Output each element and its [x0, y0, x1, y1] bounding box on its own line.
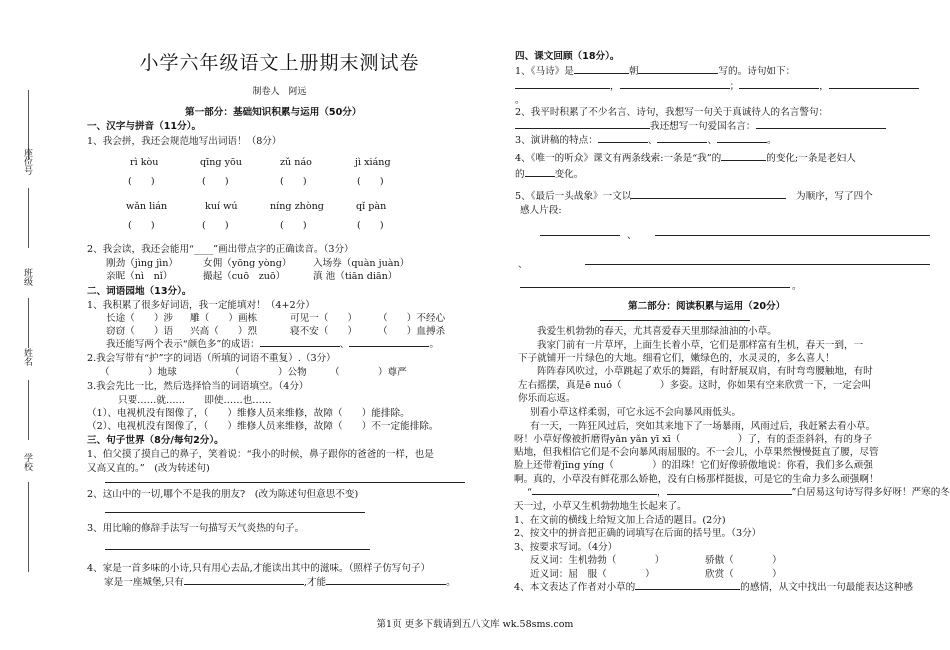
antonym-blank[interactable]: 反义词：生机勃勃（ ）: [530, 555, 665, 566]
pinyin: níng zhòng: [270, 201, 324, 212]
title-answer-line[interactable]: [600, 320, 750, 321]
passage-text: 阵阵春风吹过，小草跳起了欢乐的舞蹈，有时舒展双肩，有时弯弯腰触地，有时: [537, 366, 873, 377]
s4-question2b: [515, 118, 886, 132]
q1-suffix: 写的。诗句如下：: [718, 66, 796, 77]
answer-line[interactable]: [717, 132, 767, 143]
poem-end: 。: [515, 95, 525, 106]
q4-prefix: 4、本文表达了作者对小草的: [514, 582, 636, 593]
conjunction-options: 只要……就…… 即使……也……: [118, 395, 272, 406]
reading-question2: 2、按文中的拼音把正确的词填写在后面的括号里。（3分）: [514, 528, 762, 539]
q4-suffix: 变化。: [554, 169, 584, 180]
answer-line[interactable]: [739, 78, 819, 89]
s1-question1: 1、我会拼，我还会规范地写出词语！（8分）: [87, 136, 282, 147]
pinyin: qīng yōu: [200, 157, 242, 168]
idiom-blank[interactable]: 兴高（ ）烈: [190, 326, 258, 337]
margin-line: [28, 380, 29, 440]
antonym-blank[interactable]: 骄傲（ ）: [705, 555, 782, 566]
s4-question5: [515, 188, 873, 202]
q4-mid: 的变化;一条是老妇人: [766, 153, 856, 164]
conjunction-sentence-2[interactable]: （2）、电视机没有图像了，（ ）维修人员来维修，故障（ ）不一定能排除。: [87, 421, 439, 432]
idiom-blank[interactable]: 雕（ ）画栋: [190, 313, 258, 324]
hu-word-blank[interactable]: （ ）尊严: [330, 367, 407, 378]
seat-number-label: 座位号: [22, 148, 32, 175]
color-idiom-label: 我还能写两个表示“颜色多”的成语：: [106, 339, 260, 350]
idiom-blank[interactable]: （ ）血搏杀: [378, 326, 446, 337]
answer-line[interactable]: [638, 63, 718, 74]
s4-question4: [515, 150, 856, 164]
pinyin: rì kòu: [130, 157, 159, 168]
reading-choice: 亲昵（nì nǐ）: [106, 271, 173, 282]
comma: 、: [518, 259, 528, 270]
school-label: 学校: [22, 453, 32, 471]
synonym-blank[interactable]: 欣赏（ ）: [705, 569, 782, 580]
reading-choice: 滇 池（tiān diān）: [313, 271, 398, 282]
answer-line[interactable]: [520, 287, 790, 288]
answer-line[interactable]: [540, 235, 620, 236]
answer-line[interactable]: [260, 336, 340, 347]
margin-line: [28, 298, 29, 348]
synonym-blank[interactable]: 近义词：屈 服（ ）: [530, 569, 655, 580]
idiom-blank[interactable]: 寝不安（ ）: [290, 326, 358, 337]
section4-heading: 四、课文回顾（18分）。: [515, 51, 620, 62]
answer-line[interactable]: [829, 78, 919, 89]
answer-blank[interactable]: ( ): [128, 220, 155, 231]
exam-title: 小学六年级语文上册期末测试卷: [139, 52, 420, 74]
s1-question2: 2、我会读，我还会能用“____”画出带点字的正确读音。（3分）: [87, 244, 354, 255]
s4-question3: 3、演讲稿的特点： 、 、 。: [515, 132, 777, 146]
pinyin: qǐ pàn: [356, 201, 387, 212]
margin-line: [28, 482, 29, 572]
q1-mid: 朝: [628, 66, 639, 77]
answer-blank[interactable]: ( ): [280, 176, 307, 187]
reading-question3: 3、按要求写词。（4分）: [514, 542, 618, 553]
pinyin: jì xiáng: [355, 157, 391, 168]
s2-question2: 2.我会写带有“护”字的词语（所填的词语不重复）.（3分）: [87, 353, 336, 364]
imitation-mid: ,才能: [303, 577, 327, 588]
passage-text: 下子就铺开一片绿色的大地。细看它们，嫩绿色的，水灵灵的，多么喜人！: [518, 353, 835, 364]
part1-heading: 第一部分：基础知识积累与运用（50分）: [185, 107, 362, 118]
q4-de: 的: [515, 169, 525, 180]
answer-line[interactable]: [657, 132, 707, 143]
answer-line[interactable]: [184, 574, 304, 585]
q5-mid: 为顺序，写了四个: [796, 191, 873, 202]
reading-question4: [514, 579, 913, 593]
comma: 、: [627, 230, 637, 241]
s4-question2: 2、我平时积累了不少名言、诗句，我想写一句关于真诚待人的名言警句：: [515, 107, 829, 118]
answer-line[interactable]: [655, 235, 930, 236]
passage-text: 我家门前有一片草坪，上面生长着小草，它们是那样富有生机，春天一到，一: [537, 340, 864, 351]
poem-quote: “ ， ”白居易这句诗写得多好呀！严寒的冬: [527, 484, 950, 498]
answer-line[interactable]: [631, 188, 786, 199]
passage-text: 脸上还带着jīng yíng（ ）的泪珠！它们好像骄傲地说：你看，我们多么顽强: [514, 460, 873, 471]
answer-line[interactable]: [105, 482, 465, 483]
pinyin: zǔ náo: [280, 157, 312, 168]
pinyin: kuí wú: [205, 201, 238, 212]
q4-prefix: 4、《唯一的听众》课文有两条线索:一条是“我”的: [515, 153, 722, 164]
s3-question4-prompt: [104, 574, 456, 588]
name-label: 姓名: [22, 348, 32, 366]
s4-question1: [515, 63, 795, 77]
s4-question5b: 感人片段:: [520, 205, 562, 216]
idiom-blank[interactable]: （ ）不经心: [378, 313, 446, 324]
answer-blank[interactable]: ( ): [280, 220, 307, 231]
answer-line[interactable]: [721, 150, 766, 161]
imitation-end: 。: [446, 577, 456, 588]
reading-question1: 1、在文前的横线上给短文加上合适的题目。(2分): [514, 515, 726, 526]
exam-author: 制卷人 阿远: [252, 87, 307, 97]
s3-question1-line2: 又高又直的。” (改为转述句): [87, 463, 210, 474]
answer-blank[interactable]: ( ): [357, 220, 384, 231]
answer-blank[interactable]: ( ): [357, 176, 384, 187]
reading-choice: 撮起（cuō zuō）: [203, 271, 286, 282]
answer-line[interactable]: [532, 484, 657, 495]
passage-text: 有一天，一阵狂风过后，突如其来地下了一场暴雨，风雨过后，我赶紧去看小草。: [530, 421, 876, 432]
section3-heading: 三、句子世界（8分/每句2分）。: [87, 435, 224, 446]
answer-line[interactable]: [598, 132, 648, 143]
passage-text: 贴地，但我相信它们是不会向暴风雨屈服的。不一会儿，小草果然慢慢挺直了腰，尽管: [514, 447, 879, 458]
pinyin: wǎn lián: [126, 201, 168, 212]
poem-lines: ， ； ，: [515, 78, 919, 92]
reading-choice: 入场券（quàn juàn）: [313, 258, 410, 269]
s2-question1: 1、我积累了很多好词语，我一定能填对！（4+2分）: [87, 300, 315, 311]
passage-text: 别看小草这样柔弱，可它永远不会向暴风雨低头。: [530, 407, 742, 418]
passage-text: 天一过，小草又生机勃勃地生长起来了。: [514, 501, 687, 512]
answer-line[interactable]: [326, 574, 446, 585]
section1-heading: 一、汉字与拼音（11分）。: [87, 121, 202, 132]
section2-heading: 二、词语园地（13分）。: [87, 286, 192, 297]
answer-line[interactable]: [756, 118, 886, 129]
reading-choice: 刚劲（jìng jìn）: [106, 258, 179, 269]
q1-prefix: 1、《马诗》是: [515, 66, 574, 77]
hu-word-blank[interactable]: （ ）地球: [100, 367, 177, 378]
answer-line[interactable]: [574, 63, 629, 74]
answer-line[interactable]: [515, 118, 650, 129]
answer-line[interactable]: [515, 78, 610, 89]
page-footer: 第1页 更多下载请到五八文库 wk.58sms.com: [376, 619, 574, 630]
period: 。: [792, 281, 802, 292]
answer-blank[interactable]: ( ): [202, 176, 229, 187]
part2-heading: 第二部分：阅读积累与运用（20分）: [628, 301, 786, 312]
q5-prefix: 5、《最后一头战象》一文以: [515, 191, 632, 202]
s4-question4b: [515, 166, 583, 180]
margin-line: [28, 188, 29, 248]
idiom-blank[interactable]: 窃窃（ ）语: [106, 326, 174, 337]
passage-text: 啊。真的，小草没有鲜花那么娇艳，没有白杨那样挺拔，可是它的生命力多么顽强啊！: [514, 474, 879, 485]
answer-line[interactable]: [525, 166, 555, 177]
imitation-prefix: 家是一座城堡,只有: [104, 577, 184, 588]
answer-line[interactable]: [105, 549, 370, 550]
class-label: 班级: [22, 268, 32, 286]
answer-line[interactable]: [620, 78, 730, 89]
s2-question3: 3.我会先比一比，然后选择恰当的词语填空。（4分）: [87, 381, 309, 392]
answer-blank[interactable]: ( ): [128, 176, 155, 187]
passage-text: 你乐而忘返。: [518, 393, 576, 404]
s3-question1-line1: 1、伯父摸了摸自己的鼻子，笑着说：“我小的时候，鼻子跟你的爸爸的一样，也是: [87, 449, 434, 460]
answer-line[interactable]: [635, 579, 740, 590]
s3-question2: 2、这山中的一切,哪个不是我的朋友? (改为陈述句但意思不变): [87, 489, 359, 500]
answer-blank[interactable]: ( ): [202, 220, 229, 231]
color-idiom-prompt: 我还能写两个表示“颜色多”的成语： 、 。: [106, 336, 439, 350]
s3-question4: 4、家是一首多味的小诗,只有用心去品,才能读出其中的滋味。（照样子仿写句子）: [87, 563, 431, 574]
q2-mid: 我还想写一句爱国名言：: [650, 121, 756, 132]
q3-label: 3、演讲稿的特点：: [515, 135, 598, 146]
answer-line[interactable]: [349, 336, 429, 347]
answer-line[interactable]: [667, 484, 792, 495]
q4-suffix: 的感情，从文中找出一句最能表达这种感: [740, 582, 913, 593]
hu-word-blank[interactable]: （ ）公物: [230, 367, 307, 378]
passage-text: 左右摇摆，真是ē nuó（ ）多姿。这时，你如果有空来欣赏一下，一定会叫: [518, 380, 872, 391]
passage-text: 呀！小草好像被折磨得yǎn yǎn yī xī（ ）了，有的歪歪斜斜，有的身子: [514, 434, 873, 445]
reading-choice: 女佣（yōng yòng）: [203, 258, 292, 269]
quote-close: ”白居易这句诗写得多好呀！严寒的冬: [791, 487, 950, 498]
conjunction-sentence-1[interactable]: （1）、电视机没有图像了，（ ）维修人员来维修，故障（ ）能排除。: [87, 408, 410, 419]
quote-open: “: [527, 487, 532, 498]
passage-text: 我爱生机勃勃的春天，尤其喜爱春天里那绿油油的小草。: [537, 326, 777, 337]
idiom-blank[interactable]: 可见一（ ）: [290, 313, 358, 324]
answer-line[interactable]: [585, 264, 930, 265]
idiom-blank[interactable]: 长途（ ）涉: [106, 313, 174, 324]
s3-question3: 3、用比喻的修辞手法写一句描写天气炎热的句子。: [87, 523, 305, 534]
binding-margin: [18, 90, 58, 610]
answer-line[interactable]: [105, 512, 365, 513]
